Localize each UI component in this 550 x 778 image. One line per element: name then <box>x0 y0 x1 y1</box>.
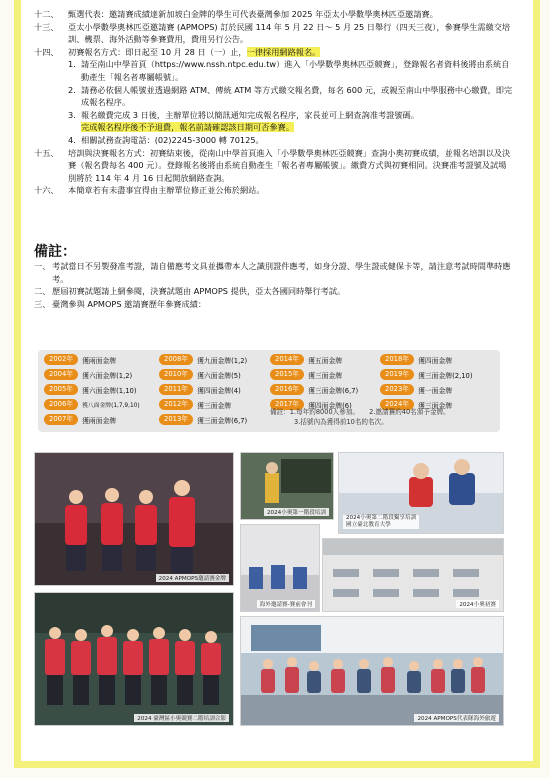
photo-caption: 2024 臺灣區小奧競賽二階培訓合影 <box>134 714 229 722</box>
award-year: 2007年 <box>44 414 78 425</box>
note-text: 歷屆初賽試題請上網參閱，決賽試題由 APMOPS 提供，亞太各國同時舉行考試。 <box>52 286 346 297</box>
award-year: 2002年 <box>44 354 78 365</box>
sub-number: 2. <box>68 84 76 95</box>
sub-text: 請務必依個人帳號並透過網路 ATM、傳統 ATM 等方式繳交報名費，每名 600 元，或親至南山中學服務中心繳費，即完成報名程序。 <box>81 84 513 108</box>
notes-heading: 備註： <box>34 244 76 260</box>
note-number: 一、 <box>34 261 51 271</box>
photo-image <box>241 525 319 611</box>
award-item <box>380 354 452 365</box>
award-year: 2023年 <box>380 384 414 395</box>
award-medal: 獲一面金牌 <box>418 386 453 395</box>
photo-caption: 海外邀請賽-賽前會刊 <box>257 600 315 608</box>
photo-preliminary-exam <box>322 538 504 612</box>
rule-number: 十五、 <box>34 147 59 158</box>
award-note-line: 2.邀請賽約40名頒予金牌。 <box>369 408 450 416</box>
award-item <box>159 369 241 380</box>
award-medal: 獲三面金牌 <box>197 401 232 410</box>
note-number: 二、 <box>34 286 51 297</box>
rule-14-sub-2 <box>68 84 514 109</box>
award-medal: 獲八面金牌(1,7,9,10) <box>82 403 140 409</box>
award-year: 2018年 <box>380 354 414 365</box>
award-year: 2013年 <box>159 414 193 425</box>
photo-image <box>35 593 233 725</box>
award-item <box>159 399 231 410</box>
award-medal: 獲三面金牌(2,10) <box>418 371 473 380</box>
sub-number: 4. <box>68 134 76 145</box>
photo-image <box>35 453 233 585</box>
rule-text: 甄選代表：邀請賽成績達新加坡白金牌的學生可代表臺灣參加 2025 年亞太小學數學奧林匹亞邀請賽。 <box>68 9 438 19</box>
award-year: 2012年 <box>159 399 193 410</box>
award-medal: 獲兩面金牌 <box>82 356 117 365</box>
rule-text: 培訓與決賽報名方式：初賽結束後，從南山中學首頁進入「小學數學奧林匹亞競賽」查詢小奧初賽成績，並報名培訓以及決賽（報名費每名 400 元）。登錄報名後將由系統自動產生「報名者專屬帳號」。繳費方式與初賽相同。決賽准考證號及試場別將於 114 年 4 月 16 日起開放網路查詢。 <box>68 147 511 183</box>
award-item <box>44 384 137 395</box>
sub-number: 1. <box>68 59 76 70</box>
award-year: 2010年 <box>159 369 193 380</box>
photo-overseas-meeting <box>240 524 320 612</box>
award-year: 2015年 <box>270 369 304 380</box>
award-year: 2017年 <box>270 399 304 410</box>
sub-text: 報名繳費完成 3 日後，主辦單位將以簡訊通知完成報名程序，家長並可上網查詢准考證號碼。 <box>81 109 419 120</box>
award-medal: 獲六面金牌(1,10) <box>82 386 137 395</box>
highlight-no-refund: 完成報名程序後不予退費，報名前請確認該日期可否參賽。 <box>81 122 294 133</box>
award-medal: 獲三面金牌(6,7) <box>197 416 248 425</box>
award-item <box>44 414 116 425</box>
award-medal: 獲四面金牌(4) <box>197 386 241 395</box>
rules-section <box>34 8 514 197</box>
note-2 <box>34 285 514 298</box>
rule-14-sub-4 <box>68 134 514 147</box>
notes-section <box>34 260 514 310</box>
rule-14-sub-3 <box>68 109 514 134</box>
rule-14 <box>34 46 514 147</box>
photo-caption: 2024 APMOPS代表隊海外旅遊 <box>414 714 499 722</box>
award-medal: 獲六面金牌(5) <box>197 371 241 380</box>
award-item <box>270 384 358 395</box>
award-item <box>159 354 247 365</box>
photo-image <box>241 617 503 725</box>
award-item <box>44 354 116 365</box>
award-item <box>44 399 140 410</box>
photo-team-trip <box>240 616 504 726</box>
award-medal: 獲五面金牌 <box>308 356 343 365</box>
photo-caption: 2024小奧初賽 <box>456 600 499 608</box>
rule-text: 初賽報名方式：即日起至 10 月 28 日（一）止， <box>68 46 247 57</box>
award-medal: 獲四面金牌(6) <box>308 401 352 410</box>
note-text: 考試當日不另製發准考證，請自備應考文具並攜帶本人之識別證件應考，如身分證、學生證或健保卡等，請注意考試時間準時應考。 <box>52 261 511 284</box>
award-year: 2024年 <box>380 399 414 410</box>
award-item <box>380 384 452 395</box>
award-medal: 獲三面金牌(6,7) <box>308 386 359 395</box>
rule-15 <box>34 147 514 185</box>
award-year: 2006年 <box>44 399 78 410</box>
note-3 <box>34 298 514 311</box>
rule-number: 十三、 <box>34 21 59 32</box>
award-note-line: 備註：1.每年約8000人參加。 <box>270 408 360 416</box>
rule-text: 亞太小學數學奧林匹亞邀請賽 (APMOPS) 訂於民國 114 年 5 月 22 日～ 5 月 25 日舉行（四天三夜），參賽學生需繳交培訓、機票、海外活動等參賽費用，費用另行公告。 <box>68 21 511 45</box>
photo-training-2 <box>338 452 504 534</box>
award-item <box>159 384 241 395</box>
award-year: 2014年 <box>270 354 304 365</box>
award-year: 2011年 <box>159 384 193 395</box>
award-medal: 獲三面金牌 <box>308 371 343 380</box>
award-item <box>159 414 247 425</box>
award-year: 2004年 <box>44 369 78 380</box>
awards-panel <box>38 350 500 432</box>
rule-number: 十四、 <box>34 46 59 57</box>
award-medal: 獲九面金牌(1,2) <box>197 356 248 365</box>
sub-number: 3. <box>68 109 76 120</box>
award-item <box>380 369 473 380</box>
award-notes <box>270 408 450 427</box>
award-medal: 獲兩面金牌 <box>82 416 117 425</box>
rule-13 <box>34 21 514 46</box>
award-item <box>44 369 132 380</box>
award-item <box>270 354 342 365</box>
award-year: 2016年 <box>270 384 304 395</box>
sub-text: 相關試務查詢電話：(02)2245-3000 轉 70125。 <box>81 134 264 145</box>
photo-caption: 2024小奧第一階段培訓 <box>264 508 329 516</box>
award-medal: 獲六面金牌(1,2) <box>82 371 133 380</box>
photo-group-training <box>34 592 234 726</box>
photo-gold-medal-winners <box>34 452 234 586</box>
rule-text: 本簡章若有未盡事宜得由主辦單位修正並公佈於網站。 <box>68 185 265 196</box>
award-year: 2008年 <box>159 354 193 365</box>
award-year: 2005年 <box>44 384 78 395</box>
photo-training-1 <box>240 452 334 520</box>
rule-number: 十六、 <box>34 185 59 196</box>
photo-caption: 2024 APMOPS邀請賽金牌 <box>156 574 229 582</box>
note-1 <box>34 260 514 285</box>
award-item <box>270 369 342 380</box>
sub-text: 請至南山中學首頁（https://www.nssh.ntpc.edu.tw）進入「小學數學奧林匹亞競賽」，登錄報名者資料後將由系統自動產生「報名者專屬帳號」。 <box>81 59 510 82</box>
award-medal: 獲三面金牌 <box>418 401 453 410</box>
award-medal: 獲四面金牌 <box>418 356 453 365</box>
rule-12 <box>34 8 514 21</box>
highlight-online-registration: 一律採用網路報名。 <box>246 46 321 57</box>
rule-number: 十二、 <box>34 9 59 19</box>
award-year: 2019年 <box>380 369 414 380</box>
note-text: 臺灣參與 APMOPS 邀請賽歷年參賽成績： <box>52 298 207 309</box>
rule-16 <box>34 184 514 197</box>
note-number: 三、 <box>34 298 51 309</box>
award-note-line: 3.括號內為獲得前10名的名次。 <box>294 417 388 426</box>
rule-14-sub-1 <box>68 58 514 83</box>
photo-caption: 2024小奧第二階段獨享培訓 國立臺北教育大學 <box>343 515 419 529</box>
